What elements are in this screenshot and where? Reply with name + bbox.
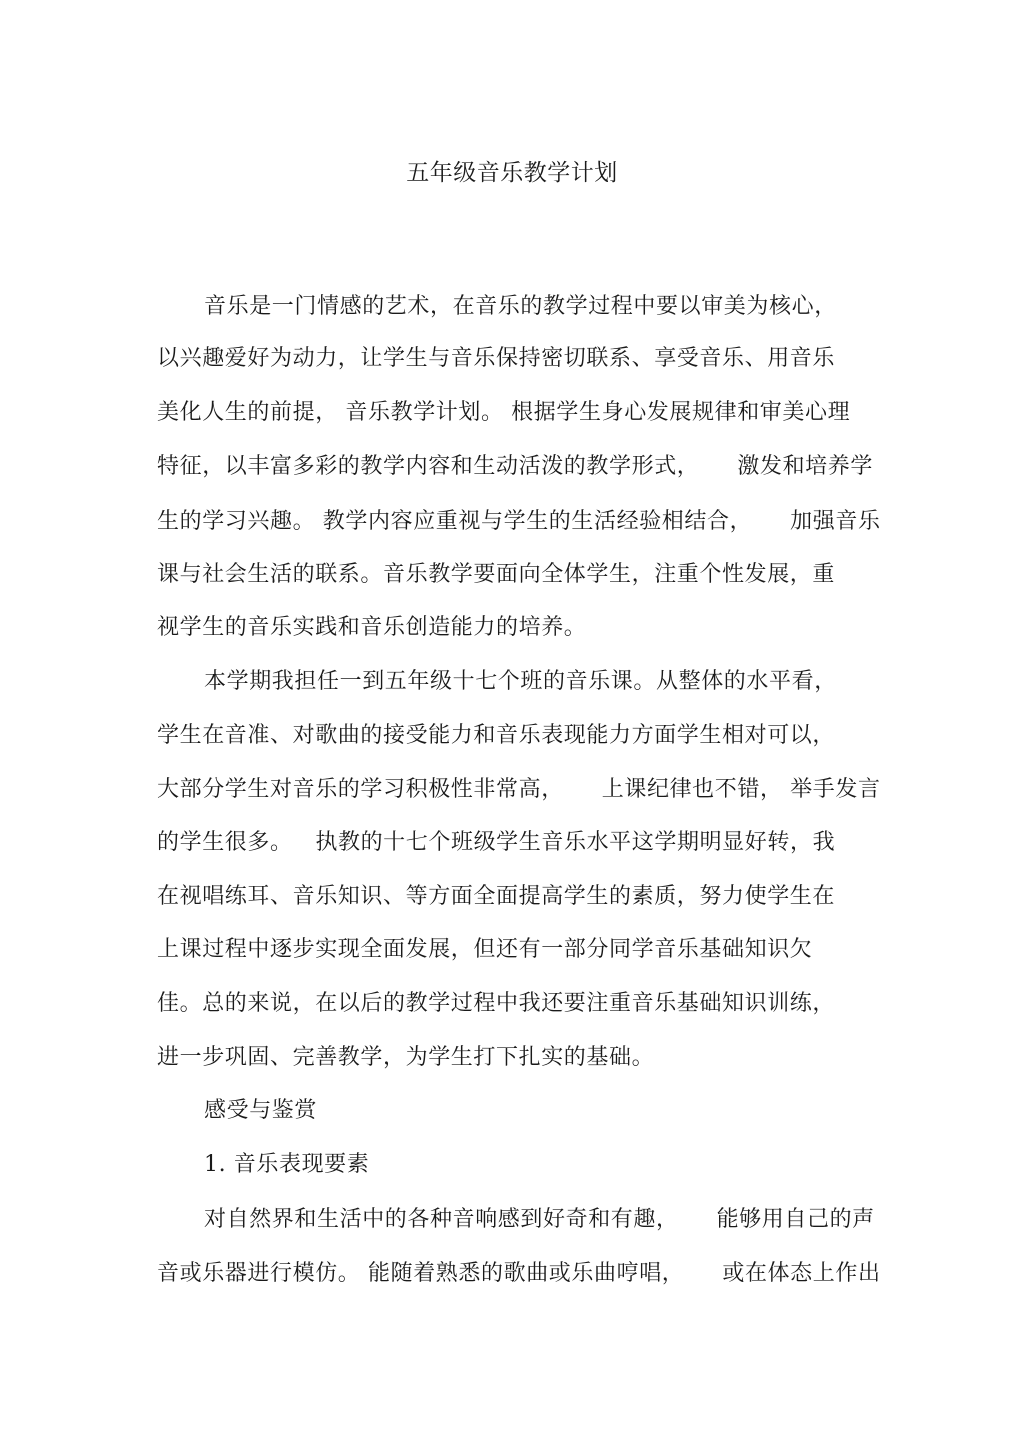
paragraph-line: 上课过程中逐步实现全面发展，但还有一部分同学音乐基础知识欠: [157, 937, 813, 962]
paragraph-line: 学生在音准、对歌曲的接受能力和音乐表现能力方面学生相对可以，: [157, 723, 836, 748]
paragraph-line: 对自然界和生活中的各种音响感到好奇和有趣， 能够用自己的声: [204, 1207, 875, 1232]
paragraph-line: 的学生很多。 执教的十七个班级学生音乐水平这学期明显好转，我: [157, 830, 836, 855]
paragraph-line: 在视唱练耳、音乐知识、等方面全面提高学生的素质，努力使学生在: [157, 884, 836, 909]
paragraph-line: 佳。总的来说，在以后的教学过程中我还要注重音乐基础知识训练，: [157, 991, 836, 1016]
paragraph-line: 特征，以丰富多彩的教学内容和生动活泼的教学形式， 激发和培养学: [157, 454, 873, 479]
paragraph-line: 大部分学生对音乐的学习积极性非常高， 上课纪律也不错， 举手发言: [157, 777, 881, 802]
document-title: 五年级音乐教学计划: [406, 160, 618, 186]
paragraph-line: 音乐是一门情感的艺术，在音乐的教学过程中要以审美为核心，: [204, 294, 837, 319]
paragraph-line: 本学期我担任一到五年级十七个班的音乐课。从整体的水平看，: [204, 669, 837, 694]
paragraph-line: 音或乐器进行模仿。 能随着熟悉的歌曲或乐曲哼唱， 或在体态上作出: [157, 1261, 881, 1286]
paragraph-line: 美化人生的前提， 音乐教学计划。 根据学生身心发展规律和审美心理: [157, 400, 851, 425]
paragraph-line: 课与社会生活的联系。音乐教学要面向全体学生，注重个性发展，重: [157, 562, 836, 587]
paragraph-line: 生的学习兴趣。 教学内容应重视与学生的生活经验相结合， 加强音乐: [157, 509, 881, 534]
paragraph-line: 以兴趣爱好为动力，让学生与音乐保持密切联系、享受音乐、用音乐: [157, 346, 836, 371]
paragraph-line: 视学生的音乐实践和音乐创造能力的培养。: [157, 615, 587, 640]
paragraph-line: 进一步巩固、完善教学，为学生打下扎实的基础。: [157, 1045, 655, 1070]
subsection-heading: 1. 音乐表现要素: [204, 1152, 370, 1177]
section-heading: 感受与鉴赏: [204, 1098, 318, 1123]
